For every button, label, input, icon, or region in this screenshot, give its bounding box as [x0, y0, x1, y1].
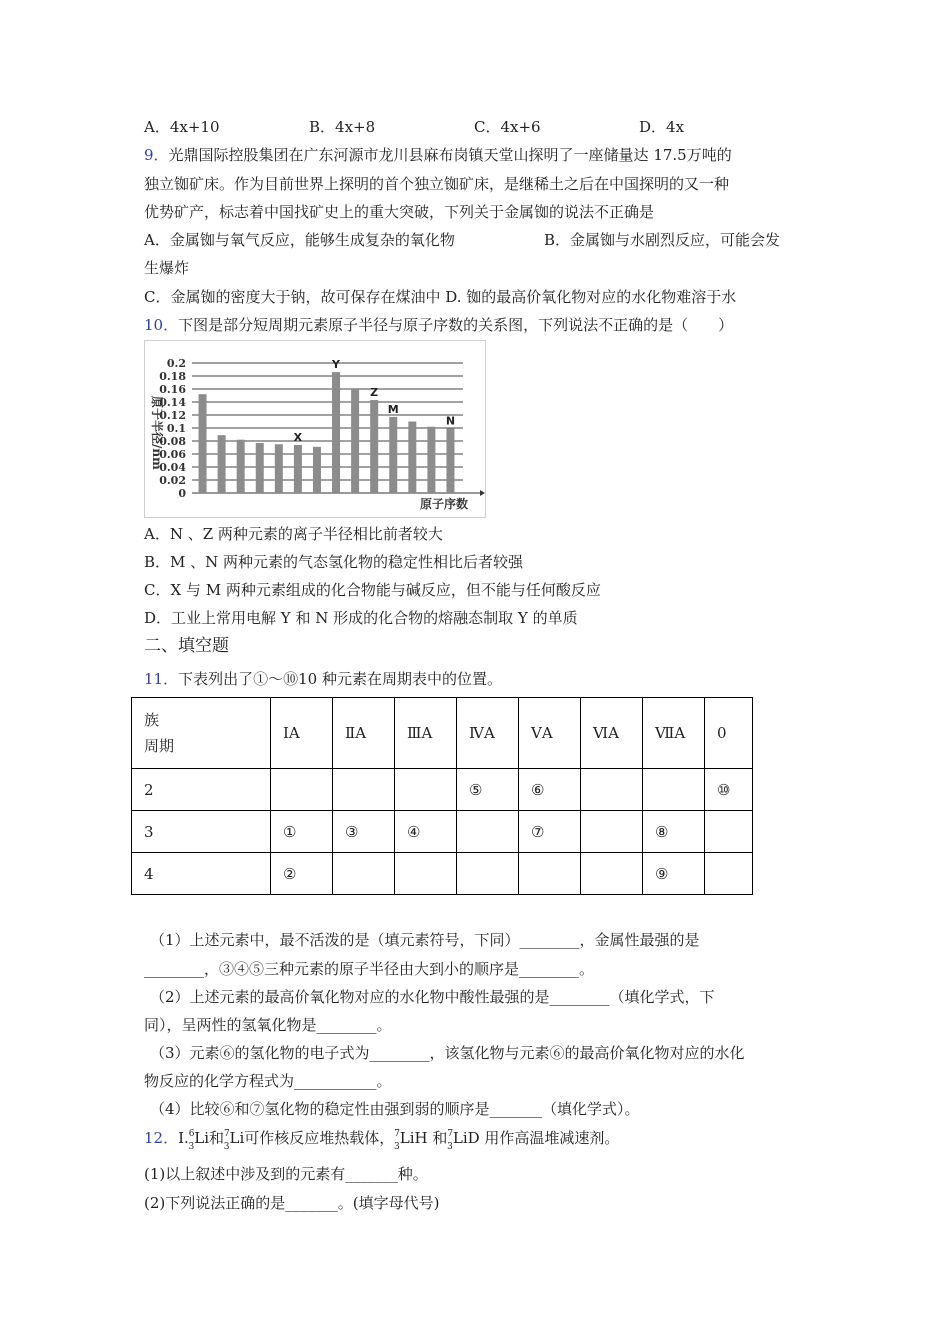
chart-bar — [446, 429, 454, 493]
q12-line — [144, 1128, 619, 1151]
chart-bar — [256, 443, 264, 493]
q8-option-a: A．4x+10 — [144, 118, 220, 136]
chart-y-tick-label: 0.04 — [159, 461, 186, 474]
lid-mass: 7 — [447, 1129, 454, 1139]
q12-mid: 可作核反应堆热载体， — [244, 1129, 395, 1147]
table-cell — [333, 769, 395, 811]
group-header: ⅢA — [395, 698, 457, 769]
group-header: 0 — [705, 698, 753, 769]
table-cell: ① — [271, 811, 333, 853]
group-header: ⅤA — [519, 698, 581, 769]
q12-and2: 和 — [427, 1129, 448, 1147]
table-cell: ⑧ — [643, 811, 705, 853]
li7-symbol: Li — [229, 1129, 245, 1147]
chart-bar — [408, 422, 416, 494]
chart-y-axis-label: 原子半径/nm — [150, 396, 164, 470]
table-cell — [705, 853, 753, 895]
table-cell — [581, 769, 643, 811]
group-header: ⅠA — [271, 698, 333, 769]
table-row — [132, 853, 753, 895]
q8-option-b: B．4x+8 — [309, 118, 376, 136]
li6-mass: 6 — [188, 1129, 195, 1139]
chart-point-label: Y — [332, 358, 341, 372]
lid-atomic: 3 — [447, 1142, 453, 1152]
table-cell — [643, 769, 705, 811]
chart-point-label: M — [387, 402, 399, 416]
period-cell: 3 — [132, 811, 271, 853]
periodic-table — [131, 697, 753, 895]
q11-sub1-a: （1）上述元素中，最不活泼的是（填元素符号，下同）________，金属性最强的是 — [150, 931, 700, 949]
period-cell: 2 — [132, 769, 271, 811]
q12-sub2: (2)下列说法正确的是_______。(填字母代号) — [144, 1194, 440, 1212]
group-header: ⅦA — [643, 698, 705, 769]
chart-bar — [275, 444, 283, 493]
li7-isotope — [224, 1128, 244, 1151]
group-header: ⅡA — [333, 698, 395, 769]
q10-line — [144, 315, 733, 335]
table-cell — [395, 853, 457, 895]
q11-sub3-a: （3）元素⑥的氢化物的电子式为________，该氢化物与元素⑥的最高价氧化物对应的水化 — [150, 1044, 745, 1062]
q9-number: 9． — [144, 146, 169, 164]
q12-prefix: I. — [178, 1129, 189, 1147]
q10-text: 下图是部分短周期元素原子半径与原子序数的关系图，下列说法不正确的是（ ） — [178, 316, 734, 334]
table-cell: ⑦ — [519, 811, 581, 853]
q8-option-d: D．4x — [639, 118, 685, 136]
q10-number: 10． — [144, 316, 179, 334]
li6-symbol: Li — [194, 1129, 210, 1147]
q8-option-c: C．4x+6 — [474, 118, 541, 136]
q9-options-cd: C．金属铷的密度大于钠，故可保存在煤油中 D. 铷的最高价氧化物对应的水化物难溶于水 — [144, 288, 737, 306]
chart-y-tick-label: 0 — [178, 487, 186, 500]
chart-bar — [389, 417, 397, 493]
q11-sub3-b: 物反应的化学方程式为___________。 — [144, 1072, 392, 1090]
q12-number: 12． — [144, 1129, 179, 1147]
chart-y-tick-label: 0.16 — [159, 383, 186, 396]
chart-point-label: N — [445, 414, 456, 428]
q11-text: 下表列出了①～⑩10 种元素在周期表中的位置。 — [178, 670, 502, 688]
chart-y-tick-label: 0.18 — [159, 370, 186, 383]
chart-bar — [427, 427, 435, 493]
q9-line-3: 优势矿产，标志着中国找矿史上的重大突破，下列关于金属铷的说法不正确是 — [144, 203, 655, 221]
q9-option-a: A．金属铷与氧气反应，能够生成复杂的氧化物 — [144, 231, 455, 249]
header-corner-cell — [132, 698, 271, 769]
table-header-row — [132, 698, 753, 769]
chart-bar — [294, 445, 302, 493]
chart-x-axis-label: 原子序数 — [420, 497, 469, 511]
q9-option-b-cont: 生爆炸 — [144, 259, 190, 277]
table-cell: ⑥ — [519, 769, 581, 811]
period-cell: 4 — [132, 853, 271, 895]
table-cell — [395, 769, 457, 811]
q8-options-row — [144, 117, 684, 137]
lih-compound — [394, 1128, 427, 1151]
chart-bar — [237, 440, 245, 493]
chart-y-tick-label: 0.02 — [159, 474, 186, 487]
q9-line-2: 独立铷矿床。作为目前世界上探明的首个独立铷矿床，是继稀土之后在中国探明的又一种 — [144, 175, 730, 193]
q10-option-b: B．M 、N 两种元素的气态氢化物的稳定性相比后者较强 — [144, 553, 524, 571]
table-cell — [581, 853, 643, 895]
li6-atomic: 3 — [188, 1142, 195, 1152]
li7-atomic: 3 — [223, 1142, 230, 1152]
table-cell: ② — [271, 853, 333, 895]
q10-option-d: D．工业上常用电解 Y 和 N 形成的化合物的熔融态制取 Y 的单质 — [144, 609, 578, 627]
chart-y-tick-label: 0.2 — [166, 357, 186, 370]
q10-option-c: C．X 与 M 两种元素组成的化合物能与碱反应，但不能与任何酸反应 — [144, 581, 601, 599]
header-period-label: 周期 — [144, 737, 175, 755]
lih-symbol: LiH — [399, 1129, 428, 1147]
chart-point-label: Z — [370, 386, 379, 400]
lid-compound — [447, 1128, 479, 1151]
table-cell — [457, 853, 519, 895]
q10-option-a: A．N 、Z 两种元素的离子半径相比前者较大 — [144, 525, 443, 543]
q9-text-1: 光鼎国际控股集团在广东河源市龙川县麻布岗镇天堂山探明了一座储量达 17.5万吨的 — [168, 146, 732, 164]
q11-sub1-b: ________，③④⑤三种元素的原子半径由大到小的顺序是________。 — [144, 960, 595, 978]
q11-sub4: （4）比较⑥和⑦氢化物的稳定性由强到弱的顺序是_______（填化学式）。 — [150, 1100, 640, 1118]
q9-line-1 — [144, 145, 732, 165]
q9-option-b: B．金属铷与水剧烈反应，可能会发 — [544, 231, 781, 249]
q12-and1: 和 — [209, 1129, 225, 1147]
q11-sub2-a: （2）上述元素的最高价氧化物对应的水化物中酸性最强的是________（填化学式，下 — [150, 988, 715, 1006]
chart-y-tick-label: 0.1 — [166, 422, 186, 435]
chart-bar — [351, 389, 359, 493]
table-row — [132, 769, 753, 811]
lih-atomic: 3 — [394, 1142, 400, 1152]
table-cell: ⑩ — [705, 769, 753, 811]
chart-bar — [313, 447, 321, 493]
chart-x-axis-arrow — [480, 490, 485, 496]
table-cell: ③ — [333, 811, 395, 853]
atomic-radius-chart — [144, 340, 486, 518]
header-group-label: 族 — [144, 711, 160, 729]
q12-tail: 用作高温堆减速剂。 — [479, 1129, 620, 1147]
table-cell: ④ — [395, 811, 457, 853]
chart-bar — [332, 372, 340, 493]
chart-point-label: X — [293, 430, 303, 444]
q11-number: 11． — [144, 670, 179, 688]
table-cell — [457, 811, 519, 853]
table-cell — [333, 853, 395, 895]
lid-symbol: LiD — [452, 1129, 480, 1147]
chart-y-tick-label: 0.08 — [159, 435, 186, 448]
section-heading: 二、填空题 — [144, 636, 229, 656]
q11-line — [144, 669, 502, 689]
li6-isotope — [189, 1128, 209, 1151]
q9-options-ab — [144, 230, 780, 250]
chart-bar — [218, 435, 226, 493]
q12-sub1: (1)以上叙述中涉及到的元素有_______种。 — [144, 1165, 428, 1183]
table-row — [132, 811, 753, 853]
chart-y-tick-label: 0.06 — [159, 448, 186, 461]
table-cell: ⑨ — [643, 853, 705, 895]
chart-bar — [199, 394, 207, 493]
table-cell — [271, 769, 333, 811]
li7-mass: 7 — [224, 1129, 230, 1139]
chart-svg — [145, 341, 485, 517]
table-cell — [519, 853, 581, 895]
group-header: ⅣA — [457, 698, 519, 769]
q11-sub2-b: 同），呈两性的氢氧化物是________。 — [144, 1016, 392, 1034]
table-cell — [581, 811, 643, 853]
lih-mass: 7 — [394, 1129, 401, 1139]
chart-y-tick-label: 0.14 — [159, 396, 186, 409]
chart-bar — [370, 400, 378, 493]
table-cell — [705, 811, 753, 853]
table-cell: ⑤ — [457, 769, 519, 811]
group-header: ⅥA — [581, 698, 643, 769]
chart-y-tick-label: 0.12 — [159, 409, 186, 422]
